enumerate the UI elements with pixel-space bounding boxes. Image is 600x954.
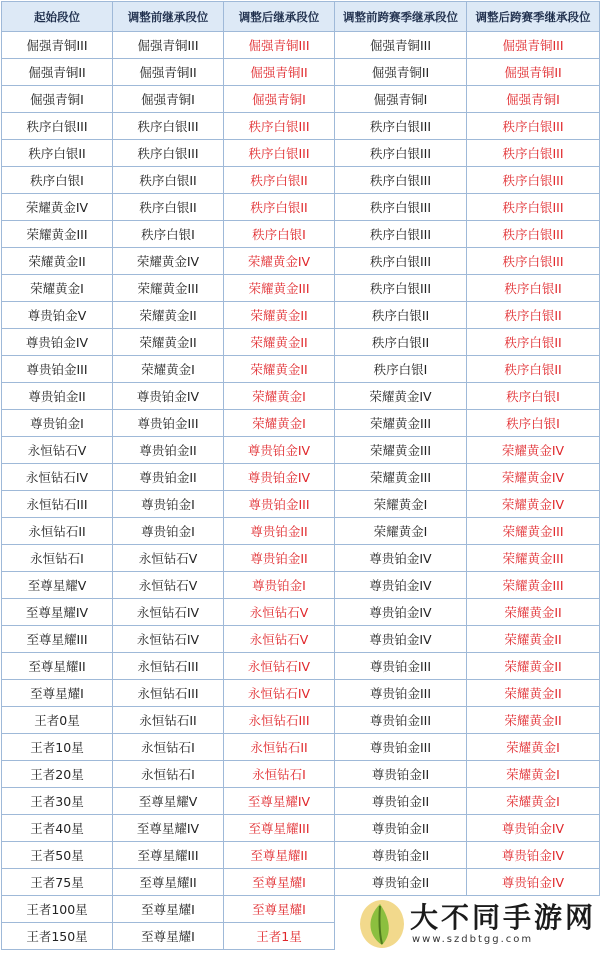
cell-before-cross-season: 秩序白银III — [335, 194, 467, 221]
cell-after-cross-season: 倔强青铜II — [467, 59, 600, 86]
cell-after-cross-season: 荣耀黄金II — [467, 653, 600, 680]
cell-before-inherit: 倔强青铜I — [113, 86, 224, 113]
cell-start-rank: 王者100星 — [2, 896, 113, 923]
cell-before-cross-season: 尊贵铂金III — [335, 653, 467, 680]
table-row — [2, 86, 600, 113]
cell-before-cross-season: 荣耀黄金I — [335, 518, 467, 545]
cell-start-rank: 荣耀黄金II — [2, 248, 113, 275]
watermark-title: 大不同手游网 — [410, 901, 597, 934]
cell-start-rank: 王者75星 — [2, 869, 113, 896]
cell-before-cross-season: 秩序白银III — [335, 248, 467, 275]
cell-before-cross-season: 荣耀黄金III — [335, 437, 467, 464]
cell-start-rank: 王者0星 — [2, 707, 113, 734]
cell-after-inherit: 秩序白银III — [224, 140, 335, 167]
cell-after-cross-season: 秩序白银III — [467, 113, 600, 140]
cell-before-cross-season: 倔强青铜II — [335, 59, 467, 86]
cell-before-cross-season: 秩序白银III — [335, 275, 467, 302]
cell-after-inherit: 荣耀黄金II — [224, 302, 335, 329]
cell-before-cross-season: 尊贵铂金IV — [335, 545, 467, 572]
cell-before-inherit: 永恒钻石IV — [113, 599, 224, 626]
cell-start-rank: 至尊星耀V — [2, 572, 113, 599]
cell-after-cross-season: 倔强青铜I — [467, 86, 600, 113]
table-row — [2, 869, 600, 896]
cell-before-cross-season: 尊贵铂金II — [335, 788, 467, 815]
cell-after-cross-season: 荣耀黄金III — [467, 518, 600, 545]
cell-before-inherit: 荣耀黄金II — [113, 302, 224, 329]
cell-after-inherit: 永恒钻石II — [224, 734, 335, 761]
cell-after-cross-season: 尊贵铂金IV — [467, 869, 600, 896]
cell-before-inherit: 永恒钻石IV — [113, 626, 224, 653]
cell-before-inherit: 至尊星耀IV — [113, 815, 224, 842]
cell-after-inherit: 永恒钻石IV — [224, 680, 335, 707]
cell-before-inherit: 尊贵铂金I — [113, 491, 224, 518]
cell-before-inherit: 秩序白银III — [113, 113, 224, 140]
cell-after-inherit: 永恒钻石IV — [224, 653, 335, 680]
table-row — [2, 275, 600, 302]
cell-start-rank: 尊贵铂金II — [2, 383, 113, 410]
cell-after-inherit: 秩序白银II — [224, 194, 335, 221]
table-row — [2, 32, 600, 59]
cell-start-rank: 至尊星耀II — [2, 653, 113, 680]
cell-before-inherit: 荣耀黄金III — [113, 275, 224, 302]
cell-start-rank: 尊贵铂金III — [2, 356, 113, 383]
cell-before-inherit: 尊贵铂金II — [113, 437, 224, 464]
cell-after-cross-season: 荣耀黄金II — [467, 599, 600, 626]
cell-after-cross-season: 秩序白银III — [467, 248, 600, 275]
table-row — [2, 383, 600, 410]
header-before-inherit: 调整前继承段位 — [113, 2, 224, 32]
cell-after-inherit: 尊贵铂金II — [224, 545, 335, 572]
cell-after-cross-season: 荣耀黄金IV — [467, 491, 600, 518]
cell-before-cross-season: 秩序白银II — [335, 302, 467, 329]
cell-after-cross-season: 荣耀黄金II — [467, 707, 600, 734]
cell-before-cross-season: 尊贵铂金IV — [335, 572, 467, 599]
cell-before-cross-season: 荣耀黄金IV — [335, 383, 467, 410]
cell-after-inherit: 至尊星耀III — [224, 815, 335, 842]
cell-after-cross-season: 秩序白银III — [467, 167, 600, 194]
cell-after-cross-season: 荣耀黄金II — [467, 626, 600, 653]
table-row — [2, 464, 600, 491]
table-body — [2, 32, 600, 950]
cell-after-inherit: 秩序白银II — [224, 167, 335, 194]
cell-after-cross-season: 荣耀黄金I — [467, 734, 600, 761]
cell-after-inherit: 至尊星耀I — [224, 869, 335, 896]
cell-start-rank: 荣耀黄金III — [2, 221, 113, 248]
cell-start-rank: 秩序白银II — [2, 140, 113, 167]
cell-before-inherit: 永恒钻石I — [113, 734, 224, 761]
cell-before-inherit: 荣耀黄金I — [113, 356, 224, 383]
cell-before-cross-season: 尊贵铂金III — [335, 707, 467, 734]
cell-after-inherit: 王者1星 — [224, 923, 335, 950]
cell-after-inherit: 秩序白银III — [224, 113, 335, 140]
table-row — [2, 518, 600, 545]
cell-after-inherit: 倔强青铜I — [224, 86, 335, 113]
cell-after-cross-season: 秩序白银I — [467, 383, 600, 410]
cell-before-cross-season: 秩序白银II — [335, 329, 467, 356]
cell-before-cross-season: 尊贵铂金II — [335, 815, 467, 842]
cell-before-cross-season: 秩序白银III — [335, 113, 467, 140]
cell-before-cross-season: 尊贵铂金III — [335, 734, 467, 761]
cell-after-cross-season: 秩序白银II — [467, 302, 600, 329]
cell-before-cross-season: 秩序白银III — [335, 221, 467, 248]
cell-after-inherit: 尊贵铂金II — [224, 518, 335, 545]
cell-before-inherit: 永恒钻石III — [113, 653, 224, 680]
cell-before-inherit: 永恒钻石V — [113, 545, 224, 572]
table-row — [2, 221, 600, 248]
watermark-url: www.szdbtgg.com — [412, 934, 534, 945]
cell-after-inherit: 秩序白银I — [224, 221, 335, 248]
cell-before-inherit: 至尊星耀V — [113, 788, 224, 815]
table-row — [2, 572, 600, 599]
table-row — [2, 680, 600, 707]
cell-start-rank: 秩序白银III — [2, 113, 113, 140]
cell-before-cross-season: 尊贵铂金II — [335, 869, 467, 896]
cell-after-inherit: 尊贵铂金IV — [224, 464, 335, 491]
cell-start-rank: 倔强青铜III — [2, 32, 113, 59]
cell-start-rank: 王者40星 — [2, 815, 113, 842]
header-after-inherit: 调整后继承段位 — [224, 2, 335, 32]
header-after-cross-season: 调整后跨赛季继承段位 — [467, 2, 600, 32]
cell-before-inherit: 尊贵铂金III — [113, 410, 224, 437]
cell-start-rank: 秩序白银I — [2, 167, 113, 194]
cell-start-rank: 永恒钻石IV — [2, 464, 113, 491]
table-row — [2, 707, 600, 734]
cell-start-rank: 王者10星 — [2, 734, 113, 761]
cell-after-cross-season: 秩序白银III — [467, 140, 600, 167]
cell-after-cross-season: 秩序白银III — [467, 221, 600, 248]
cell-after-cross-season: 荣耀黄金III — [467, 572, 600, 599]
cell-before-inherit: 至尊星耀III — [113, 842, 224, 869]
cell-before-cross-season: 尊贵铂金III — [335, 680, 467, 707]
cell-start-rank: 至尊星耀III — [2, 626, 113, 653]
cell-after-cross-season: 荣耀黄金III — [467, 545, 600, 572]
cell-after-cross-season: 尊贵铂金IV — [467, 815, 600, 842]
cell-before-cross-season: 秩序白银I — [335, 356, 467, 383]
cell-before-inherit: 秩序白银II — [113, 194, 224, 221]
table-row — [2, 248, 600, 275]
cell-after-cross-season: 倔强青铜III — [467, 32, 600, 59]
cell-before-cross-season: 尊贵铂金IV — [335, 599, 467, 626]
cell-before-cross-season: 荣耀黄金III — [335, 410, 467, 437]
cell-start-rank: 尊贵铂金IV — [2, 329, 113, 356]
cell-before-inherit: 荣耀黄金II — [113, 329, 224, 356]
table-row — [2, 653, 600, 680]
header-before-cross-season: 调整前跨赛季继承段位 — [335, 2, 467, 32]
cell-before-inherit: 至尊星耀II — [113, 869, 224, 896]
cell-before-inherit: 倔强青铜III — [113, 32, 224, 59]
cell-before-inherit: 倔强青铜II — [113, 59, 224, 86]
cell-before-inherit: 永恒钻石II — [113, 707, 224, 734]
cell-start-rank: 王者20星 — [2, 761, 113, 788]
cell-before-inherit: 秩序白银I — [113, 221, 224, 248]
cell-start-rank: 倔强青铜I — [2, 86, 113, 113]
table-row — [2, 356, 600, 383]
cell-after-cross-season: 秩序白银II — [467, 329, 600, 356]
cell-before-inherit: 永恒钻石I — [113, 761, 224, 788]
table-row — [2, 59, 600, 86]
table-row — [2, 167, 600, 194]
table-row — [2, 815, 600, 842]
cell-start-rank: 永恒钻石II — [2, 518, 113, 545]
table-row — [2, 761, 600, 788]
cell-after-inherit: 尊贵铂金I — [224, 572, 335, 599]
cell-after-inherit: 倔强青铜III — [224, 32, 335, 59]
cell-after-cross-season: 秩序白银II — [467, 275, 600, 302]
header-start-rank: 起始段位 — [2, 2, 113, 32]
cell-start-rank: 王者150星 — [2, 923, 113, 950]
table-row — [2, 113, 600, 140]
table-row — [2, 437, 600, 464]
cell-after-inherit: 永恒钻石V — [224, 599, 335, 626]
cell-after-inherit: 荣耀黄金IV — [224, 248, 335, 275]
cell-after-inherit: 尊贵铂金IV — [224, 437, 335, 464]
cell-after-cross-season: 荣耀黄金I — [467, 788, 600, 815]
header-row — [2, 2, 600, 32]
leaf-icon — [358, 898, 406, 950]
cell-before-cross-season: 倔强青铜III — [335, 32, 467, 59]
cell-before-cross-season: 尊贵铂金II — [335, 842, 467, 869]
cell-after-inherit: 倔强青铜II — [224, 59, 335, 86]
cell-start-rank: 尊贵铂金I — [2, 410, 113, 437]
table-row — [2, 599, 600, 626]
cell-start-rank: 至尊星耀IV — [2, 599, 113, 626]
cell-start-rank: 王者30星 — [2, 788, 113, 815]
table-row — [2, 788, 600, 815]
cell-after-inherit: 荣耀黄金I — [224, 383, 335, 410]
cell-before-inherit: 尊贵铂金II — [113, 464, 224, 491]
cell-start-rank: 永恒钻石I — [2, 545, 113, 572]
watermark — [352, 896, 598, 952]
cell-start-rank: 荣耀黄金IV — [2, 194, 113, 221]
cell-start-rank: 永恒钻石III — [2, 491, 113, 518]
cell-before-cross-season: 尊贵铂金II — [335, 761, 467, 788]
table-row — [2, 194, 600, 221]
table-row — [2, 626, 600, 653]
cell-start-rank: 永恒钻石V — [2, 437, 113, 464]
cell-after-cross-season: 荣耀黄金II — [467, 680, 600, 707]
cell-before-cross-season: 荣耀黄金III — [335, 464, 467, 491]
cell-before-cross-season: 尊贵铂金IV — [335, 626, 467, 653]
cell-before-inherit: 至尊星耀I — [113, 923, 224, 950]
cell-before-inherit: 荣耀黄金IV — [113, 248, 224, 275]
cell-after-inherit: 至尊星耀I — [224, 896, 335, 923]
cell-after-cross-season: 荣耀黄金IV — [467, 437, 600, 464]
cell-after-inherit: 永恒钻石V — [224, 626, 335, 653]
cell-after-inherit: 至尊星耀IV — [224, 788, 335, 815]
table-row — [2, 842, 600, 869]
cell-before-cross-season: 秩序白银III — [335, 140, 467, 167]
cell-after-cross-season: 秩序白银I — [467, 410, 600, 437]
cell-before-cross-season: 荣耀黄金I — [335, 491, 467, 518]
table-row — [2, 491, 600, 518]
cell-after-inherit: 永恒钻石III — [224, 707, 335, 734]
cell-before-inherit: 永恒钻石V — [113, 572, 224, 599]
cell-after-cross-season: 尊贵铂金IV — [467, 842, 600, 869]
cell-before-inherit: 至尊星耀I — [113, 896, 224, 923]
cell-after-inherit: 尊贵铂金III — [224, 491, 335, 518]
table-row — [2, 545, 600, 572]
cell-after-cross-season: 秩序白银II — [467, 356, 600, 383]
cell-before-cross-season: 秩序白银III — [335, 167, 467, 194]
cell-start-rank: 王者50星 — [2, 842, 113, 869]
table-row — [2, 302, 600, 329]
cell-before-inherit: 永恒钻石III — [113, 680, 224, 707]
cell-start-rank: 至尊星耀I — [2, 680, 113, 707]
cell-before-inherit: 秩序白银II — [113, 167, 224, 194]
cell-before-inherit: 尊贵铂金I — [113, 518, 224, 545]
cell-after-cross-season: 荣耀黄金I — [467, 761, 600, 788]
cell-before-inherit: 秩序白银III — [113, 140, 224, 167]
cell-after-inherit: 荣耀黄金I — [224, 410, 335, 437]
rank-inheritance-table — [1, 1, 600, 950]
table-row — [2, 734, 600, 761]
cell-start-rank: 倔强青铜II — [2, 59, 113, 86]
cell-before-cross-season: 倔强青铜I — [335, 86, 467, 113]
cell-after-inherit: 荣耀黄金III — [224, 275, 335, 302]
table-row — [2, 329, 600, 356]
cell-after-inherit: 至尊星耀II — [224, 842, 335, 869]
cell-after-cross-season: 荣耀黄金IV — [467, 464, 600, 491]
cell-after-inherit: 荣耀黄金II — [224, 356, 335, 383]
table-row — [2, 410, 600, 437]
cell-start-rank: 荣耀黄金I — [2, 275, 113, 302]
table-row — [2, 140, 600, 167]
cell-after-inherit: 荣耀黄金II — [224, 329, 335, 356]
cell-after-cross-season: 秩序白银III — [467, 194, 600, 221]
cell-after-inherit: 永恒钻石I — [224, 761, 335, 788]
cell-start-rank: 尊贵铂金V — [2, 302, 113, 329]
cell-before-inherit: 尊贵铂金IV — [113, 383, 224, 410]
